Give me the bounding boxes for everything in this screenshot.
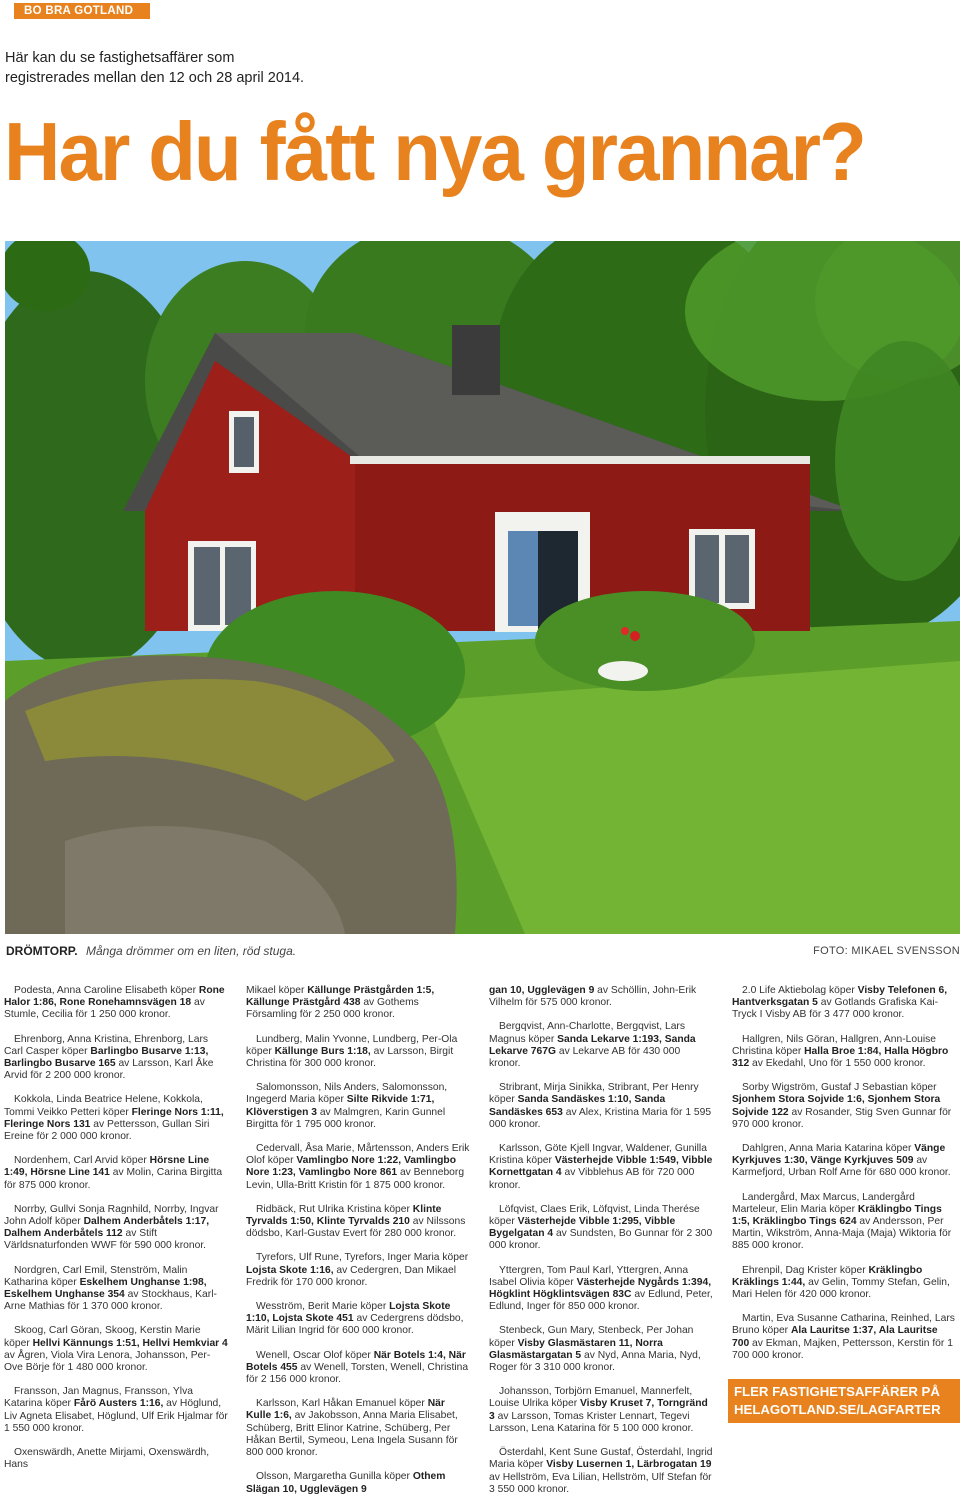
listing-property: Ala Lauritse 1:37, Ala Lauritse 700 xyxy=(732,1325,938,1349)
listing-entry xyxy=(732,1313,956,1362)
listing-seller-price: av Gotlands Grafiska Kai-Tryck I Visby AB för 3 477 000 kronor. xyxy=(732,997,939,1021)
listing-entry xyxy=(246,985,470,1022)
listing-property: Barlingbo Busarve 1:13, Barlingbo Busarve 165 xyxy=(4,1045,209,1070)
intro-line-1: Här kan du se fastighetsaffärer som xyxy=(5,50,235,66)
listing-seller-price: av Lekarve AB för 430 000 kronor. xyxy=(489,1045,681,1070)
listing-property: Rone Halor 1:86, Rone Ronehamnsvägen 18 xyxy=(4,985,225,1009)
listing-buyer: Sorby Wigström, Gustaf J Sebastian köper xyxy=(742,1082,937,1094)
listing-property: Lojsta Skote 1:16, xyxy=(246,1264,334,1276)
listing-entry xyxy=(489,1204,713,1253)
listing-buyer: 2.0 Life Aktiebolag köper xyxy=(742,985,858,996)
listing-entry xyxy=(732,985,956,1022)
listing-property: Halla Broe 1:84, Halla Högbro 312 xyxy=(732,1045,949,1070)
listing-buyer: Nordenhem, Carl Arvid köper xyxy=(14,1155,150,1167)
listing-property: Sanda Lekarve 1:193, Sanda Lekarve 767G xyxy=(489,1033,696,1057)
listing-buyer: Cedervall, Åsa Marie, Mårtensson, Anders Erik Olof köper xyxy=(246,1143,470,1167)
intro-line-2: registrerades mellan den 12 och 28 april 2014. xyxy=(5,70,305,86)
listing-seller-price: av Gothems Församling för 2 250 000 kronor. xyxy=(246,997,419,1021)
listing-entry xyxy=(489,1325,713,1374)
listing-entry xyxy=(4,1094,228,1143)
listing-property: Vänge Kyrkjuves 1:30, Vänge Kyrkjuves 509 xyxy=(732,1143,946,1167)
listing-seller-price: av Nilssons dödsbo, Karl-Gustav Evert för 280 000 kronor. xyxy=(246,1216,466,1240)
listing-property: Fårö Austers 1:16, xyxy=(73,1398,164,1410)
listing-entry xyxy=(489,1082,713,1131)
listing-seller-price: av Cedergrens dödsbo, Märit Lilian Ingrid för 600 000 kronor. xyxy=(246,1313,464,1337)
listing-buyer: Skoog, Carl Göran, Skoog, Kerstin Marie köper xyxy=(4,1325,201,1349)
listing-entry xyxy=(246,1471,470,1495)
listing-buyer: Karlsson, Karl Håkan Emanuel köper xyxy=(256,1398,428,1410)
listing-property: Västerhejde Vibble 1:549, Vibble Kornettgatan 4 xyxy=(489,1155,713,1179)
listing-seller-price: av Hellström, Eva Lilian, Hellström, Ulf Stefan för 3 550 000 kronor. xyxy=(489,1471,712,1495)
listing-entry xyxy=(246,1350,470,1387)
listing-buyer: Kokkola, Linda Beatrice Helene, Kokkola, Tommi Veikko Petteri köper xyxy=(4,1094,203,1118)
listing-entry xyxy=(4,1386,228,1435)
listing-seller-price: av Wenell, Torsten, Wenell, Christina för 2 156 000 kronor. xyxy=(246,1361,469,1386)
listing-buyer: Stenbeck, Gun Mary, Stenbeck, Per Johan köper xyxy=(489,1325,694,1349)
listing-buyer: Nordgren, Carl Emil, Stenström, Malin Katharina köper xyxy=(4,1264,188,1288)
listing-buyer: Mikael köper xyxy=(246,985,308,996)
intro-text xyxy=(5,48,405,88)
listing-entry xyxy=(4,985,228,1022)
listing-column-2 xyxy=(246,985,470,1508)
listing-property: Dalhem Anderbåtels 1:17, Dalhem Anderbåtels 112 xyxy=(4,1216,210,1240)
listing-column-4 xyxy=(732,985,956,1374)
listing-buyer: Ehrenpil, Dag Krister köper xyxy=(742,1264,869,1276)
listing-seller-price: av Pettersson, Gullan Siri Ereine för 2 000 000 kronor. xyxy=(4,1118,210,1143)
listing-property: Silte Rikvide 1:71, Klöverstigen 3 xyxy=(246,1094,435,1118)
listing-entry xyxy=(246,1143,470,1192)
listing-entry xyxy=(489,1143,713,1192)
listing-property: Visby Telefonen 6, Hantverksgatan 5 xyxy=(732,985,948,1009)
listing-entry xyxy=(4,1155,228,1192)
listing-property: Visby Glasmästaren 11, Norra Glasmästargatan 5 xyxy=(489,1337,663,1361)
more-line-2: HELAGOTLAND.SE/LAGFARTER xyxy=(734,1402,941,1417)
listing-entry xyxy=(489,1447,713,1496)
listing-property: Lojsta Skote 1:10, Lojsta Skote 451 xyxy=(246,1301,451,1325)
photo-credit: FOTO: MIKAEL SVENSSON xyxy=(813,945,960,957)
listing-seller-price: av Sundsten, Bo Gunnar för 2 300 000 kronor. xyxy=(489,1228,713,1252)
listing-seller-price: av Höglund, Liv Agneta Elisabet, Höglund, Ulf Erik Hjalmar för 1 550 000 kronor. xyxy=(4,1398,228,1434)
listing-entry xyxy=(732,1192,956,1253)
listing-buyer: Norrby, Gullvi Sonja Ragnhild, Norrby, Ingvar John Adolf köper xyxy=(4,1203,219,1228)
listing-property: Visby Kruset 7, Torngränd 3 xyxy=(489,1398,708,1422)
listing-seller-price: av Larsson, Tomas Krister Lennart, Tegevi Larsson, Lena Katarina för 5 100 000 kronor. xyxy=(489,1410,694,1434)
more-transactions-link[interactable] xyxy=(728,1379,960,1423)
listing-seller-price: av Ågren, Viola Vira Lenora, Johansson, Per-Ove Börje för 1 480 000 kronor. xyxy=(4,1349,211,1374)
listing-property: Sjonhem Stora Sojvide 1:6, Sjonhem Stora Sojvide 122 xyxy=(732,1094,941,1118)
listing-property: Fleringe Nors 1:11, Fleringe Nors 131 xyxy=(4,1106,224,1130)
photo-caption-text: Många drömmer om en liten, röd stuga. xyxy=(86,944,297,958)
listing-buyer: Bergqvist, Ann-Charlotte, Bergqvist, Lars Magnus köper xyxy=(489,1021,686,1045)
listing-buyer: Löfqvist, Claes Erik, Löfqvist, Linda Therése köper xyxy=(489,1203,700,1228)
listing-buyer: Karlsson, Göte Kjell Ingvar, Waldener, Gunilla Kristina köper xyxy=(489,1143,707,1167)
listing-seller-price: av Ekman, Majken, Pettersson, Kerstin för 1 700 000 kronor. xyxy=(732,1337,953,1361)
listing-buyer: Lundberg, Malin Yvonne, Lundberg, Per-Ola köper xyxy=(246,1033,458,1057)
listing-property: gan 10, Ugglevägen 9 xyxy=(489,985,595,996)
listing-seller-price: av Rosander, Stig Sven Gunnar för 970 000 kronor. xyxy=(732,1106,952,1130)
listing-buyer: Hallgren, Nils Göran, Hallgren, Ann-Louise Christina köper xyxy=(732,1033,937,1057)
listing-property: Sanda Sandäskes 1:10, Sanda Sandäskes 653 xyxy=(489,1094,666,1118)
listing-property: Othem Slägan 10, Ugglevägen 9 xyxy=(246,1471,446,1495)
listing-entry xyxy=(489,1265,713,1314)
listing-entry xyxy=(246,1252,470,1289)
listing-buyer: Ridbäck, Rut Ulrika Kristina köper xyxy=(256,1203,413,1215)
listing-entry xyxy=(246,1034,470,1071)
listing-entry xyxy=(4,1034,228,1083)
listing-seller-price: av Gelin, Tommy Stefan, Gelin, Mari Helen för 420 000 kronor. xyxy=(732,1276,950,1301)
listing-column-3 xyxy=(489,985,713,1508)
listing-property: När Botels 1:4, När Botels 455 xyxy=(246,1349,466,1373)
listing-entry xyxy=(4,1325,228,1374)
listing-buyer: Dahlgren, Anna Maria Katarina köper xyxy=(742,1143,915,1155)
red-cottage-illustration xyxy=(5,241,960,934)
listing-seller-price: av Stockhaus, Karl-Arne Mathias för 1 370 000 kronor. xyxy=(4,1289,217,1313)
listing-entry xyxy=(732,1034,956,1071)
listing-buyer: Martin, Eva Susanne Catharina, Reinhed, Lars Bruno köper xyxy=(732,1313,955,1337)
listing-property: Kräklingbo Kräklings 1:44, xyxy=(732,1264,923,1288)
listing-property: Visby Lusernen 1, Lärbrogatan 19 xyxy=(546,1459,712,1471)
listing-seller-price: av Edlund, Peter, Edlund, Inger för 850 000 kronor. xyxy=(489,1289,713,1313)
listing-seller-price: av Andersson, Per Martin, Wikström, Anna-Maja (Maja) Wiktoria för 885 000 kronor. xyxy=(732,1216,952,1252)
listing-entry xyxy=(732,1082,956,1131)
listing-buyer: Oxenswärdh, Anette Mirjami, Oxenswärdh, Hans xyxy=(4,1447,210,1471)
page-title: Har du fått nya grannar? xyxy=(4,105,865,198)
listing-property: Källunge Burs 1:18, xyxy=(274,1045,371,1057)
listing-buyer: Podesta, Anna Caroline Elisabeth köper xyxy=(14,985,199,996)
listing-seller-price: av Karmefjord, Urban Rolf Arne för 680 000 kronor. xyxy=(732,1155,951,1179)
listing-buyer: Österdahl, Kent Sune Gustaf, Österdahl, Ingrid Maria köper xyxy=(489,1447,713,1471)
listing-entry xyxy=(732,1265,956,1302)
listing-seller-price: av Jakobsson, Anna Maria Elisabet, Schüberg, Britt Elinor Katrine, Schüberg, Per Håkan Bertil, Symeou, Lena Ingela Susann för 800 000 kronor. xyxy=(246,1410,458,1459)
listing-seller-price: av Larsson, Karl Åke Arvid för 2 200 000 kronor. xyxy=(4,1058,214,1082)
section-tag: BO BRA GOTLAND xyxy=(14,3,150,19)
listing-entry xyxy=(246,1082,470,1131)
listing-property: Eskelhem Unghanse 1:98, Eskelhem Unghanse 354 xyxy=(4,1276,207,1301)
listing-entry xyxy=(489,1386,713,1435)
listing-buyer: Ehrenborg, Anna Kristina, Ehrenborg, Lars Carl Casper köper xyxy=(4,1033,209,1057)
listing-property: Kräklingbo Tings 1:5, Kräklingbo Tings 624 xyxy=(732,1203,942,1228)
listing-entry xyxy=(246,1398,470,1459)
listing-buyer: Fransson, Jan Magnus, Fransson, Ylva Katarina köper xyxy=(4,1386,193,1410)
property-listings xyxy=(4,985,960,1495)
listing-entry xyxy=(4,1265,228,1314)
listing-buyer: Johansson, Torbjörn Emanuel, Mannerfelt, Louise Ulrika köper xyxy=(489,1386,693,1410)
listing-buyer: Landergård, Max Marcus, Landergård Marteleur, Elin Maria köper xyxy=(732,1191,915,1215)
listing-entry xyxy=(732,1143,956,1180)
listing-column-1 xyxy=(4,985,228,1484)
listing-property: När Kulle 1:6, xyxy=(246,1398,445,1422)
listing-seller-price: av Schöllin, John-Erik Vilhelm för 575 000 kronor. xyxy=(489,985,697,1009)
hero-photo xyxy=(5,241,960,934)
listing-entry xyxy=(489,1021,713,1070)
listing-buyer: Salomonsson, Nils Anders, Salomonsson, Ingegerd Maria köper xyxy=(246,1082,448,1106)
listing-buyer: Olsson, Margaretha Gunilla köper xyxy=(256,1471,413,1483)
listing-buyer: Stribrant, Mirja Sinikka, Stribrant, Per Henry köper xyxy=(489,1082,699,1106)
listing-seller-price: av Benneborg Levin, Ulla-Britt Kristin för 1 875 000 kronor. xyxy=(246,1167,465,1191)
listing-property: Hellvi Kännungs 1:51, Hellvi Hemkviar 4 xyxy=(32,1337,228,1349)
listing-seller-price: av Ekedahl, Uno för 1 550 000 kronor. xyxy=(749,1058,926,1070)
listing-property: Klinte Tyrvalds 1:50, Klinte Tyrvalds 210 xyxy=(246,1203,442,1228)
listing-seller-price: av Stumle, Cecilia för 1 250 000 kronor. xyxy=(4,997,205,1021)
listing-entry xyxy=(489,985,713,1009)
listing-buyer: Wesström, Berit Marie köper xyxy=(256,1301,390,1313)
listing-buyer: Tyrefors, Ulf Rune, Tyrefors, Inger Maria köper xyxy=(256,1252,469,1264)
listing-seller-price: av Malmgren, Karin Gunnel Birgitta för 1 795 000 kronor. xyxy=(246,1106,446,1130)
listing-property: Hörsne Line 1:49, Hörsne Line 141 xyxy=(4,1155,210,1179)
listing-entry xyxy=(4,1447,228,1471)
listing-seller-price: av Stift Världsnaturfonden WWF för 590 000 kronor. xyxy=(4,1228,207,1252)
listing-seller-price: av Vibblehus AB för 720 000 kronor. xyxy=(489,1167,695,1191)
listing-entry xyxy=(246,1204,470,1241)
listing-seller-price: av Larsson, Birgit Christina för 300 000 kronor. xyxy=(246,1045,454,1070)
listing-seller-price: av Molin, Carina Birgitta för 875 000 kronor. xyxy=(4,1167,223,1191)
listing-entry xyxy=(246,1301,470,1338)
listing-property: Västerhejde Vibble 1:295, Vibble Bygelgatan 4 xyxy=(489,1216,676,1240)
listing-seller-price: av Nyd, Anna Maria, Nyd, Roger för 3 310 000 kronor. xyxy=(489,1349,701,1374)
listing-buyer: Yttergren, Tom Paul Karl, Yttergren, Anna Isabel Olivia köper xyxy=(489,1264,689,1288)
listing-property: Källunge Prästgården 1:5, Källunge Prästgård 438 xyxy=(246,985,435,1009)
listing-property: Vamlingbo Nore 1:22, Vamlingbo Nore 1:23, Vamlingbo Nore 861 xyxy=(246,1155,457,1179)
listing-seller-price: av Cedergren, Dan Mikael Fredrik för 170 000 kronor. xyxy=(246,1264,457,1288)
photo-caption-title: DRÖMTORP. xyxy=(6,944,78,958)
listing-buyer: Wenell, Oscar Olof köper xyxy=(256,1349,374,1361)
more-line-1: FLER FASTIGHETSAFFÄRER PÅ xyxy=(734,1384,940,1399)
listing-entry xyxy=(4,1204,228,1253)
listing-property: Västerhejde Nygårds 1:394, Högklint Högklintsvägen 83C xyxy=(489,1276,712,1301)
listing-seller-price: av Alex, Kristina Maria för 1 595 000 kronor. xyxy=(489,1106,712,1130)
